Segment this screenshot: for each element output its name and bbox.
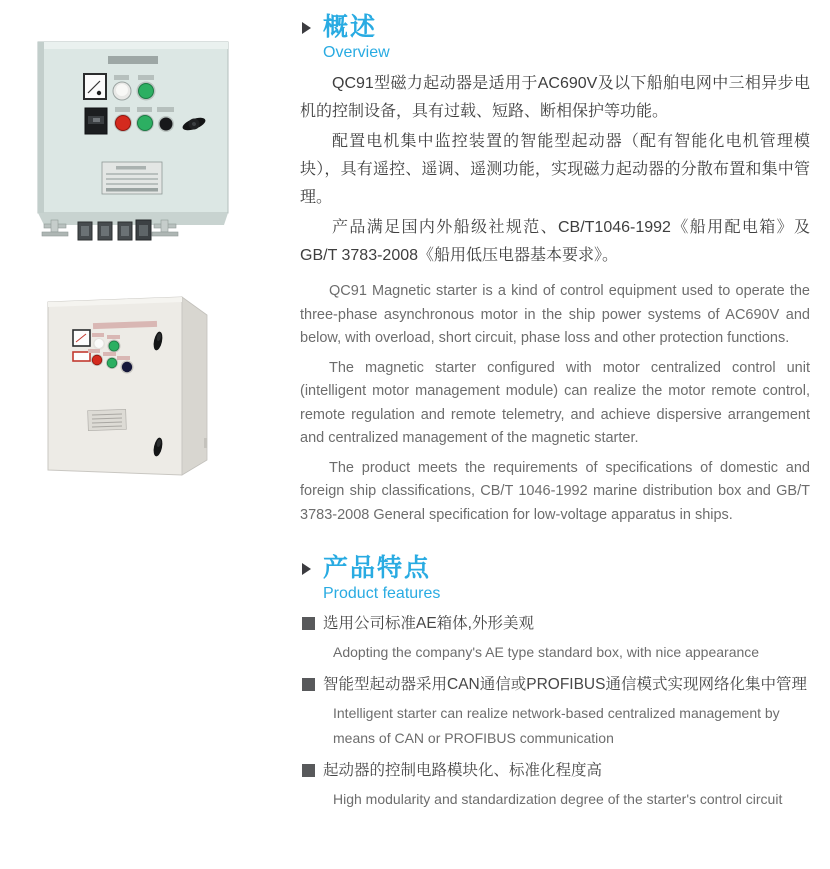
- button-label: [115, 107, 130, 112]
- overview-paragraph-zh: 配置电机集中监控装置的智能型起动器（配有智能化电机管理模块），具有遥控、遥调、遥测功能，实现磁力起动器的分散布置和集中管理。: [300, 133, 810, 206]
- overview-title-zh: 概述: [323, 13, 378, 41]
- ammeter: [84, 74, 106, 99]
- feature-text-en: Adopting the company's AE type standard box, with nice appearance: [333, 644, 760, 660]
- section-overview: [300, 12, 810, 527]
- feature-text-en: Intelligent starter can realize network-based centralized management by means of CAN or PROFIBUS communication: [333, 705, 780, 746]
- feature-text-zh: 起动器的控制电路模块化、标准化程度高: [323, 762, 603, 779]
- overview-paragraph-en: The product meets the requirements of specifications of domestic and foreign ship classifications, CB/T 1046-1992 marine distribution box and GB/T 3783-2008 General specification for low-voltage apparatus in ships.: [300, 459, 810, 523]
- bullet-square-icon: [302, 617, 315, 630]
- button-label: [88, 349, 100, 353]
- overview-paragraph-en: The magnetic starter configured with motor centralized control unit (intelligent motor management module) can realize the motor remote control, remote regulation and remote telemetry, and achieve dispersive arrangement and centralized management of the magnetic starter.: [300, 359, 810, 446]
- feature-item: [300, 613, 810, 665]
- enclosure-side-face: [182, 297, 207, 475]
- overview-title-en: Overview: [323, 44, 390, 61]
- button-label: [107, 335, 120, 339]
- green-indicator-lamp: [137, 82, 156, 101]
- green-pushbutton: [106, 357, 118, 369]
- button-label: [103, 352, 116, 356]
- feature-item: [300, 674, 810, 751]
- top-label-strip: [108, 56, 158, 64]
- feature-list: [300, 613, 810, 812]
- cable-gland: [98, 222, 112, 240]
- feature-text-zh: 智能型起动器采用CAN通信或PROFIBUS通信模式实现网络化集中管理: [323, 676, 807, 693]
- overview-paragraph-en: QC91 Magnetic starter is a kind of control equipment used to operate the three-phase asynchronous motor in the ship power systems of AC690V and below, with overload, short circuit, phase loss and other protection functions.: [300, 283, 810, 346]
- button-label: [137, 107, 152, 112]
- feature-text-en: High modularity and standardization degree of the starter's control circuit: [333, 791, 783, 807]
- navy-pushbutton: [121, 361, 134, 374]
- content-column: [300, 12, 810, 821]
- bullet-square-icon: [302, 764, 315, 777]
- green-pushbutton: [136, 114, 154, 132]
- section-arrow-icon: [302, 563, 311, 575]
- features-title-zh: 产品特点: [323, 554, 432, 582]
- button-label: [117, 356, 130, 360]
- enclosure-left-edge: [38, 42, 44, 213]
- button-label: [92, 333, 104, 337]
- hinge: [204, 438, 207, 448]
- control-box-front-illustration: [36, 40, 230, 242]
- red-pushbutton: [91, 354, 103, 366]
- feature-item: [300, 760, 810, 812]
- overview-paragraph-zh: 产品满足国内外船级社规范、CB/T1046-1992《船用配电箱》及GB/T 3783-2008《船用低压电器基本要求》。: [300, 219, 810, 264]
- white-pushbutton: [93, 338, 105, 350]
- control-box-perspective-illustration: [46, 278, 251, 480]
- nameplate: [102, 162, 162, 194]
- enclosure-top-bevel: [38, 42, 228, 49]
- section-arrow-icon: [302, 22, 311, 34]
- warning-plate: [73, 352, 90, 361]
- features-title-en: Product features: [323, 585, 441, 602]
- overview-paragraph-zh: QC91型磁力起动器是适用于AC690V及以下船舶电网中三相异步电机的控制设备，具有过载、短路、断相保护等功能。: [300, 75, 810, 120]
- button-label: [138, 75, 154, 80]
- breaker-switch: [85, 108, 107, 134]
- button-label: [157, 107, 174, 112]
- enclosure-bottom-bevel: [38, 213, 228, 225]
- cable-gland: [78, 222, 92, 240]
- green-pushbutton: [108, 340, 121, 353]
- bullet-square-icon: [302, 678, 315, 691]
- overview-header: [300, 12, 810, 62]
- black-pushbutton: [158, 116, 174, 132]
- overview-body: [300, 70, 810, 527]
- section-product-features: [300, 553, 810, 812]
- cable-gland: [118, 222, 132, 240]
- button-label: [114, 75, 129, 80]
- overview-english-block: [300, 280, 810, 527]
- nameplate: [88, 409, 127, 430]
- product-photo-starter-front: [36, 40, 230, 242]
- cable-gland: [136, 220, 151, 240]
- product-photo-starter-perspective: [46, 278, 251, 480]
- features-header: [300, 553, 810, 603]
- ammeter: [73, 330, 90, 346]
- red-pushbutton: [114, 114, 132, 132]
- white-pushbutton: [113, 82, 131, 100]
- feature-text-zh: 选用公司标准AE箱体,外形美观: [323, 615, 534, 632]
